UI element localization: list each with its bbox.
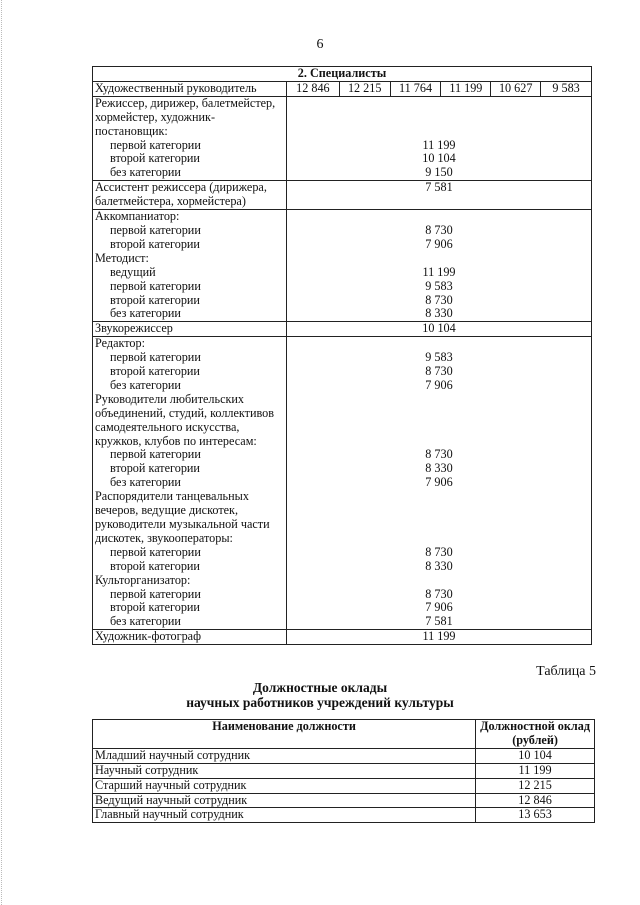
salary-value: 8 730 (425, 586, 453, 601)
category-label: первой категории (110, 137, 201, 152)
salary-value: 9 583 (541, 81, 592, 96)
position-name: Главный научный сотрудник (93, 808, 476, 823)
salary-value: 11 199 (286, 630, 591, 645)
salary-value: 13 653 (476, 808, 595, 823)
table-row (93, 322, 592, 337)
text-line: Распорядители танцевальных (95, 489, 249, 504)
table-row (93, 748, 595, 763)
salary-value: 8 330 (425, 558, 453, 573)
table-title-line1: Должностные оклады (252, 680, 388, 695)
text-line: Методист: (95, 250, 149, 265)
salary-value: 11 199 (476, 763, 595, 778)
category-label: без категории (110, 165, 181, 180)
table-row (93, 96, 592, 180)
salary-value: 8 730 (425, 222, 453, 237)
category-label: второй категории (110, 600, 200, 615)
category-label: без категории (110, 306, 181, 321)
salary-cell (286, 96, 591, 180)
salary-value: 10 104 (422, 151, 456, 166)
salary-value: 9 150 (425, 165, 453, 180)
category-label: ведущий (110, 264, 156, 279)
category-label: первой категории (110, 586, 201, 601)
salary-cell (286, 181, 591, 210)
table-row (93, 778, 595, 793)
category-label: второй категории (110, 151, 200, 166)
text-line: Культорганизатор: (95, 572, 191, 587)
page-number: 6 (316, 37, 324, 52)
table-header-row (93, 720, 595, 749)
header-line: Должностной оклад (480, 719, 590, 733)
table-row (93, 81, 592, 96)
salary-value: 10 104 (476, 748, 595, 763)
table-row (93, 793, 595, 808)
salary-value: 12 846 (286, 81, 339, 96)
salary-cell (286, 210, 591, 322)
salary-value: 8 330 (425, 306, 453, 321)
salary-value: 12 215 (339, 81, 390, 96)
text-line: руководители музыкальной части (95, 517, 270, 531)
category-label: второй категории (110, 558, 200, 573)
salary-value: 11 764 (390, 81, 441, 96)
text-line: Ассистент режиссера (дирижера, (95, 180, 267, 195)
category-label: без категории (110, 475, 181, 490)
section-header-row (93, 67, 592, 82)
salary-value: 8 730 (425, 447, 453, 462)
category-label: второй категории (110, 236, 200, 251)
table-row (93, 630, 592, 645)
position-name: Старший научный сотрудник (93, 778, 476, 793)
table-row (93, 808, 595, 823)
margin-line (1, 0, 2, 905)
table-title-line2: научных работников учреждений культуры (186, 695, 454, 710)
salary-table-researchers (92, 719, 595, 823)
position-name: Младший научный сотрудник (93, 748, 476, 763)
salary-value: 12 846 (476, 793, 595, 808)
text-line: объединений, студий, коллективов (95, 405, 275, 420)
salary-value: 11 199 (422, 264, 456, 279)
text-line: балетмейстера, хормейстера) (95, 194, 246, 209)
salary-value: 9 583 (425, 278, 453, 293)
text-line: хормейстер, художник- (95, 109, 215, 124)
text-line: Аккомпаниатор: (95, 209, 180, 224)
table-row (93, 763, 595, 778)
position-name (93, 181, 287, 210)
salary-value: 9 583 (425, 350, 453, 365)
table-number-label: Таблица 5 (536, 664, 596, 679)
category-label: без категории (110, 377, 181, 392)
salary-value: 10 104 (286, 322, 591, 337)
position-name: Ведущий научный сотрудник (93, 793, 476, 808)
column-header-salary (476, 720, 595, 749)
category-label: первой категории (110, 447, 201, 462)
salary-table-specialists (92, 66, 592, 645)
position-name (93, 210, 287, 322)
category-label: первой категории (110, 544, 201, 559)
salary-value: 7 906 (425, 377, 453, 392)
text-line: постановщик: (95, 123, 168, 138)
table-row (93, 181, 592, 210)
salary-value: 7 906 (425, 475, 453, 490)
table-row (93, 210, 592, 322)
section-title: 2. Специалисты (93, 67, 592, 82)
salary-value: 11 199 (422, 137, 456, 152)
salary-value: 7 906 (425, 236, 453, 251)
position-name: Звукорежиссер (93, 322, 287, 337)
salary-value: 8 730 (425, 364, 453, 379)
category-label: первой категории (110, 222, 201, 237)
salary-value: 7 906 (425, 600, 453, 615)
salary-value: 8 730 (425, 544, 453, 559)
text-line: Режиссер, дирижер, балетмейстер, (95, 95, 276, 110)
position-name: Художник-фотограф (93, 630, 287, 645)
header-line: (рублей) (512, 732, 558, 747)
salary-value: 7 581 (425, 180, 453, 195)
text-line: кружков, клубов по интересам: (95, 433, 257, 448)
salary-value: 10 627 (491, 81, 541, 96)
position-name (93, 337, 287, 630)
category-label: второй категории (110, 292, 200, 307)
salary-value: 8 330 (425, 461, 453, 476)
column-header-position: Наименование должности (93, 720, 476, 749)
salary-value: 7 581 (425, 614, 453, 629)
table-row (93, 337, 592, 630)
salary-cell (286, 337, 591, 630)
salary-value: 12 215 (476, 778, 595, 793)
salary-value: 11 199 (441, 81, 491, 96)
text-line: дискотек, звукооператоры: (95, 530, 233, 545)
category-label: первой категории (110, 278, 201, 293)
position-name (93, 96, 287, 180)
text-line: Руководители любительских (95, 391, 245, 406)
position-name: Научный сотрудник (93, 763, 476, 778)
category-label: первой категории (110, 350, 201, 365)
text-line: Редактор: (95, 336, 145, 351)
position-name: Художественный руководитель (93, 81, 287, 96)
category-label: второй категории (110, 461, 200, 476)
category-label: второй категории (110, 364, 200, 379)
category-label: без категории (110, 614, 181, 629)
text-line: самодеятельного искусства, (95, 419, 240, 434)
salary-value: 8 730 (425, 292, 453, 307)
text-line: вечеров, ведущие дискотек, (95, 503, 239, 518)
